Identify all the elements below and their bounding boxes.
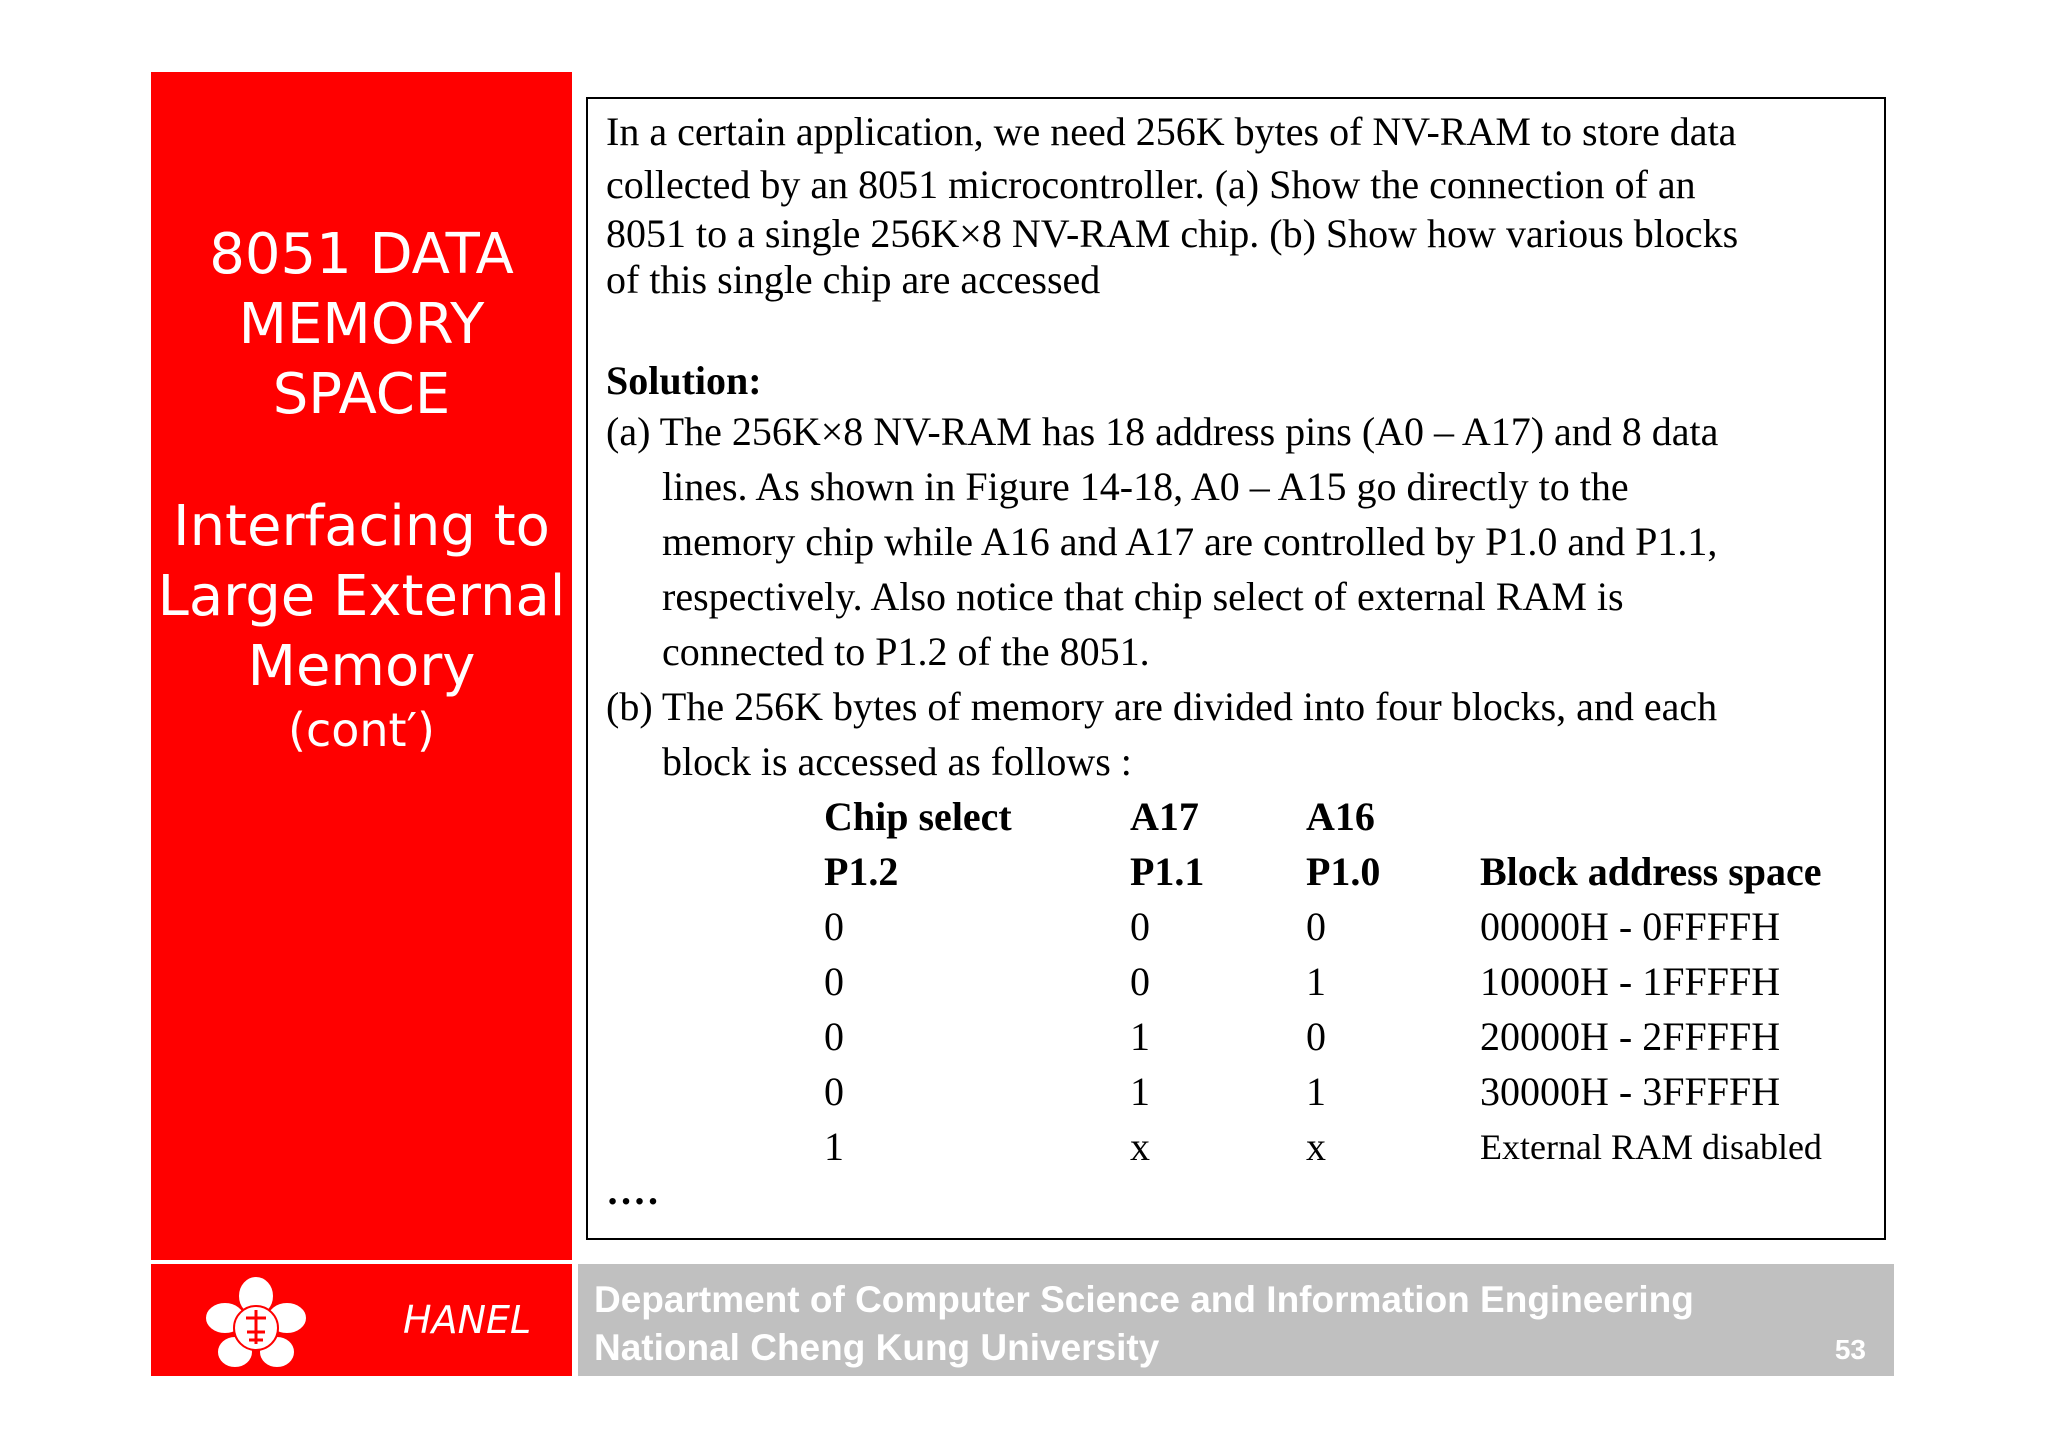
table-cell: 0	[824, 904, 844, 949]
problem-line: of this single chip are accessed	[606, 257, 1101, 302]
header-cell: P1.0	[1306, 849, 1381, 894]
university-name: National Cheng Kung University	[594, 1327, 1160, 1368]
continued-label: (cont′)	[288, 703, 435, 757]
section-subtitle	[151, 492, 572, 758]
content-box	[586, 97, 1886, 1240]
part-a-paragraph	[606, 404, 1866, 679]
table-cell: 30000H - 3FFFFH	[1480, 1069, 1781, 1114]
part-a-line: (a) The 256K×8 NV-RAM has 18 address pins (A0 – A17) and 8 data	[606, 409, 1719, 454]
problem-line: collected by an 8051 microcontroller. (a) Show the connection of an	[606, 162, 1696, 207]
header-cell: P1.1	[1130, 849, 1205, 894]
section-sidebar	[151, 72, 572, 1260]
header-cell	[1480, 789, 1880, 844]
problem-line: 8051 to a single 256K×8 NV-RAM chip. (b) Show how various blocks	[606, 211, 1739, 256]
table-row	[824, 954, 1880, 1009]
table-header-row	[824, 789, 1880, 844]
part-a-line: memory chip while A16 and A17 are controlled by P1.0 and P1.1,	[662, 519, 1718, 564]
table-row	[824, 1009, 1880, 1064]
header-cell: A16	[1306, 794, 1375, 839]
header-cell: A17	[1130, 794, 1199, 839]
header-cell: Block address space	[1480, 849, 1822, 894]
problem-statement	[606, 105, 1876, 303]
part-b-line: (b) The 256K bytes of memory are divided into four blocks, and each	[606, 684, 1718, 729]
table-cell: 1	[1306, 1069, 1326, 1114]
part-a-line: respectively. Also notice that chip select of external RAM is	[662, 574, 1624, 619]
table-cell: 0	[1130, 959, 1150, 1004]
table-header-row	[824, 844, 1880, 899]
table-cell: 10000H - 1FFFFH	[1480, 959, 1781, 1004]
table-cell: 0	[1130, 904, 1150, 949]
table-cell: 1	[1130, 1014, 1150, 1059]
table-cell: 0	[824, 959, 844, 1004]
table-row	[824, 1119, 1880, 1174]
table-cell: x	[1306, 1124, 1326, 1169]
section-title-line: MEMORY	[238, 292, 485, 357]
table-cell: 0	[1306, 904, 1326, 949]
section-title-line: SPACE	[272, 362, 451, 427]
part-a-line: connected to P1.2 of the 8051.	[662, 629, 1150, 674]
table-cell: 0	[824, 1069, 844, 1114]
table-cell: 00000H - 0FFFFH	[1480, 904, 1781, 949]
page-number: 53	[1834, 1334, 1866, 1365]
problem-line: In a certain application, we need 256K bytes of NV-RAM to store data	[606, 109, 1737, 154]
solution-heading: Solution:	[606, 358, 762, 403]
table-cell: 0	[1306, 1014, 1326, 1059]
part-a-line: lines. As shown in Figure 14-18, A0 – A15 go directly to the	[662, 464, 1629, 509]
part-b-line: block is accessed as follows :	[662, 739, 1132, 784]
table-cell: 1	[824, 1124, 844, 1169]
section-subtitle-line: Memory	[247, 634, 476, 699]
block-address-table	[824, 789, 1880, 1174]
table-cell: 1	[1130, 1069, 1150, 1114]
header-cell: Chip select	[824, 794, 1012, 839]
part-b-paragraph	[606, 679, 1866, 789]
footer-institution-panel	[578, 1264, 1894, 1376]
footer-author-panel	[151, 1264, 572, 1376]
continuation-ellipsis: ….	[606, 1168, 660, 1213]
table-row	[824, 899, 1880, 954]
author-name: HANEL	[403, 1298, 532, 1342]
section-title	[151, 220, 572, 430]
table-cell: External RAM disabled	[1480, 1126, 1822, 1167]
section-title-line: 8051 DATA	[209, 222, 514, 287]
section-subtitle-line: Interfacing to	[173, 494, 550, 559]
header-cell: P1.2	[824, 849, 899, 894]
table-cell: 1	[1306, 959, 1326, 1004]
section-subtitle-line: Large External	[157, 564, 566, 629]
table-cell: 0	[824, 1014, 844, 1059]
table-row	[824, 1064, 1880, 1119]
table-cell: x	[1130, 1124, 1150, 1169]
department-name: Department of Computer Science and Information Engineering	[594, 1279, 1694, 1320]
ncku-university-logo-icon	[201, 1274, 311, 1374]
table-cell: 20000H - 2FFFFH	[1480, 1014, 1781, 1059]
